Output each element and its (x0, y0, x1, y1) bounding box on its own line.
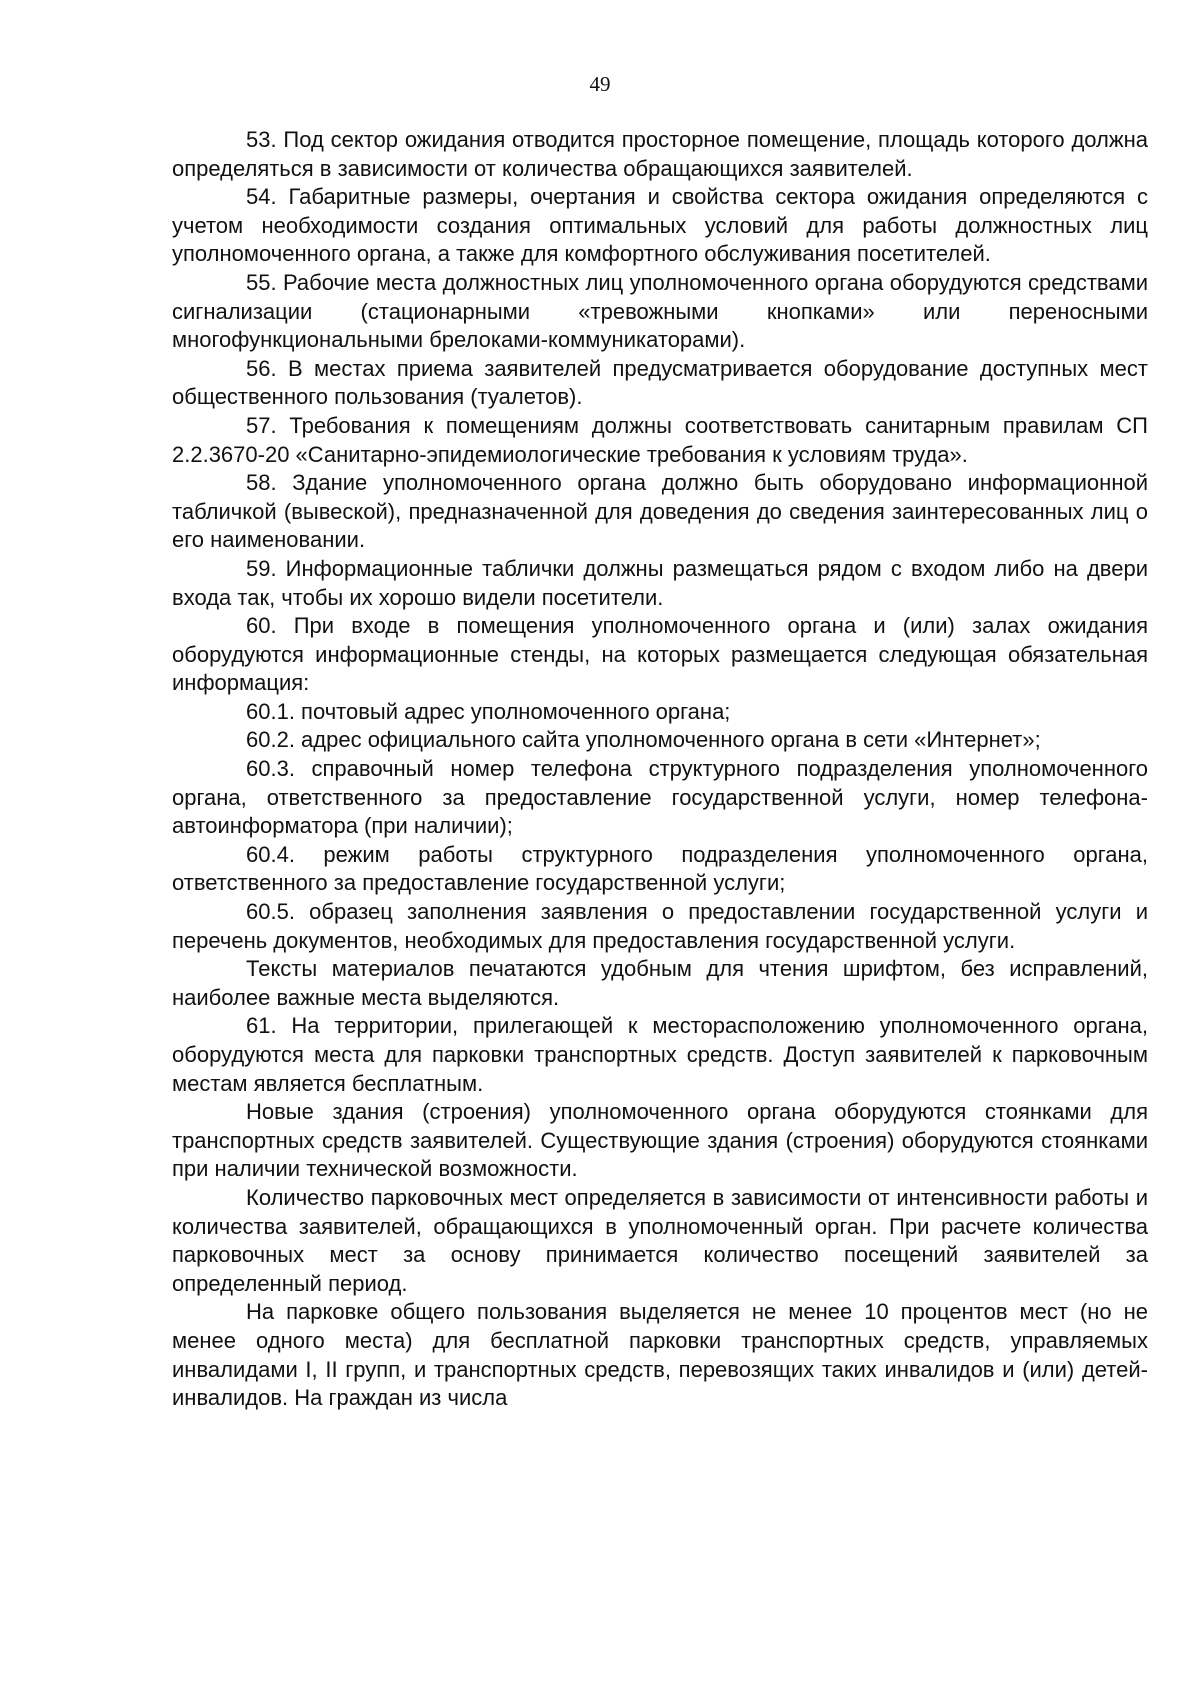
paragraph-56: 56. В местах приема заявителей предусматривается оборудование доступных мест общественного пользования (туалетов). (172, 355, 1148, 410)
paragraph-54: 54. Габаритные размеры, очертания и свойства сектора ожидания определяются с учетом необходимости создания оптимальных условий для работы должностных лиц уполномоченного органа, а также для комфортного обслуживания посетителей. (172, 184, 1148, 267)
paragraph-60: 60. При входе в помещения уполномоченного органа и (или) залах ожидания оборудуются информационные стенды, на которых размещается следующая обязательная информация: (172, 613, 1148, 696)
paragraph-texts-note: Тексты материалов печатаются удобным для чтения шрифтом, без исправлений, наиболее важные места выделяются. (172, 956, 1148, 1010)
paragraph-58: 58. Здание уполномоченного органа должно быть оборудовано информационной табличкой (вывеской), предназначенной для доведения до сведения заинтересованных лиц о его наименовании. (172, 470, 1148, 553)
paragraph-60-3: 60.3. справочный номер телефона структурного подразделения уполномоченного органа, ответственного за предоставление государственной услуги, номер телефона-автоинформатора (при наличии); (172, 756, 1148, 839)
document-body (172, 126, 1148, 1413)
paragraph-53: 53. Под сектор ожидания отводится просторное помещение, площадь которого должна определяться в зависимости от количества обращающихся заявителей. (172, 127, 1148, 181)
paragraph-60-1: 60.1. почтовый адрес уполномоченного органа; (246, 698, 731, 724)
paragraph-59: 59. Информационные таблички должны размещаться рядом с входом либо на двери входа так, чтобы их хорошо видели посетители. (172, 555, 1148, 610)
paragraph-new-buildings: Новые здания (строения) уполномоченного органа оборудуются стоянками для транспортных средств заявителей. Существующие здания (строения) оборудуются стоянками при наличии технической возможности. (172, 1099, 1148, 1182)
paragraph-parking-count: Количество парковочных мест определяется в зависимости от интенсивности работы и количества заявителей, обращающихся в уполномоченный орган. При расчете количества парковочных мест за основу принимается количество посещений заявителей за определенный период. (172, 1184, 1148, 1296)
paragraph-60-5: 60.5. образец заполнения заявления о предоставлении государственной услуги и перечень документов, необходимых для предоставления государственной услуги. (172, 899, 1148, 953)
paragraph-60-2: 60.2. адрес официального сайта уполномоченного органа в сети «Интернет»; (246, 727, 1041, 753)
paragraph-57: 57. Требования к помещениям должны соответствовать санитарным правилам СП 2.2.3670-20 «Санитарно-эпидемиологические требования к условиям труда». (172, 412, 1148, 467)
page-number: 49 (589, 72, 611, 96)
paragraph-disabled-parking: На парковке общего пользования выделяется не менее 10 процентов мест (но не менее одного места) для бесплатной парковки транспортных средств, управляемых инвалидами I, II групп, и транспортных средств, перевозящих таких инвалидов и (или) детей-инвалидов. На граждан из числа (172, 1299, 1148, 1411)
paragraph-61: 61. На территории, прилегающей к месторасположению уполномоченного органа, оборудуются места для парковки транспортных средств. Доступ заявителей к парковочным местам является бесплатным. (172, 1013, 1148, 1096)
paragraph-60-4: 60.4. режим работы структурного подразделения уполномоченного органа, ответственного за предоставление государственной услуги; (172, 841, 1148, 896)
paragraph-55: 55. Рабочие места должностных лиц уполномоченного органа оборудуются средствами сигнализации (стационарными «тревожными кнопками» или переносными многофункциональными брелоками-коммуникаторами). (172, 269, 1148, 353)
